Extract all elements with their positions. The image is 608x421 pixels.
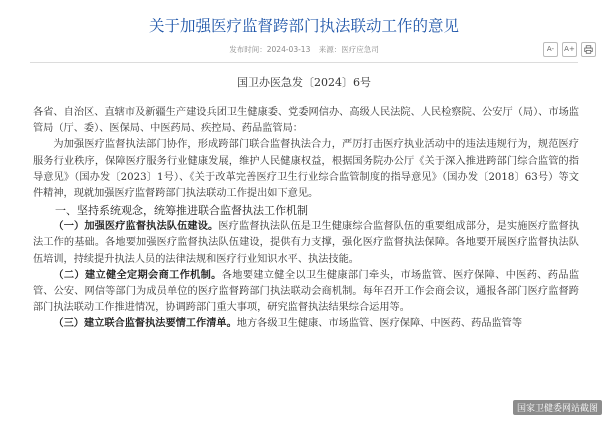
article-meta [0,44,608,55]
paragraph-1-heading: （一）加强医疗监督执法队伍建设。 [53,221,219,233]
paragraph-2-text: 各地要建立健全以卫生健康部门牵头，市场监管、医疗保障、中医药、药品监管、公安、网信等部门为成员单位的医疗监督跨部门执法联动会商机制。每年召开工作会商会议，通报各部门医疗监督跨部门执法联动工作推进情况，协调跨部门重大事项，研究监督执法结果综合运用等。 [33,269,580,314]
paragraph-3-heading: （三）建立联合监督执法要情工作清单。 [53,318,237,330]
article-body [33,105,579,333]
paragraph-2 [33,268,579,317]
article-source: 来源：医疗应急司 [318,45,379,54]
title-divider [30,62,578,63]
paragraph-1-text: 医疗监督执法队伍是卫生健康综合监督队伍的重要组成部分，是实施医疗监督执法工作的基础。各地要加强医疗监督执法队伍建设，提供有力支撑，强化医疗监督执法保障。各地要开展医疗监督执法队伍培训，持续提升执法人员的法律法规和医疗行业知识水平、执法技能。 [33,221,579,265]
paragraph-3-text: 地方各级卫生健康、市场监管、医疗保障、中医药、药品监管等 [236,318,523,330]
reading-tools [543,42,596,57]
font-decrease-button[interactable]: A- [543,42,558,57]
addressees: 各省、自治区、直辖市及新疆生产建设兵团卫生健康委、党委网信办、高级人民法院、人民检察院、公安厅（局）、市场监管局（厅、委）、医保局、中医药局、疾控局、药品监管局： [33,107,579,135]
font-increase-button[interactable]: A+ [562,42,577,57]
watermark: 国家卫健委网站截图 [513,400,602,415]
paragraph-2-heading: （二）建立健全定期会商工作机制。 [53,269,222,281]
section-heading-1: 一、坚持系统观念，统筹推进联合监督执法工作机制 [55,204,308,218]
publish-time: 发布时间：2024-03-13 [229,45,311,54]
print-icon [584,45,593,54]
article-title: 关于加强医疗监督跨部门执法联动工作的意见 [148,17,459,35]
paragraph-1 [33,219,579,268]
intro-paragraph: 为加强医疗监督执法部门协作，形成跨部门联合监督执法合力，严厉打击医疗执业活动中的违法违规行为，规范医疗服务行业秩序，保障医疗服务行业健康发展，维护人民健康权益，根据国务院办公厅《关于深入推进跨部门综合监管的指导意见》（国办发〔2023〕1号）、《关于改革完善医疗卫生行业综合监管制度的指导意见》（国办发〔2018〕63号）等文件精神，现就加强医疗监督跨部门执法联动工作提出如下意见。 [33,139,579,200]
document-number: 国卫办医急发〔2024〕6号 [237,76,371,89]
print-button[interactable] [581,42,596,57]
paragraph-3 [33,316,579,332]
